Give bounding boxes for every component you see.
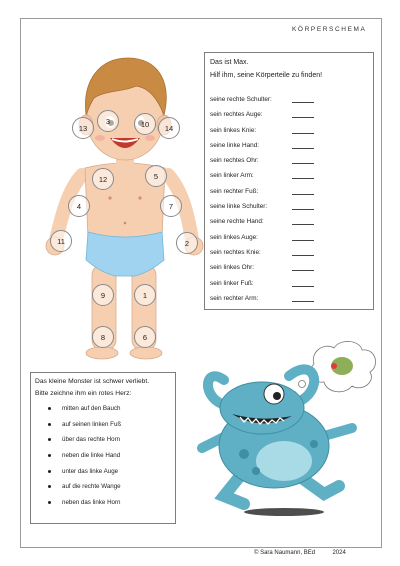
bullet-icon	[48, 501, 51, 504]
footer	[254, 550, 346, 556]
bullet-icon	[48, 470, 51, 473]
exercise-row	[210, 276, 370, 291]
exercise-list	[210, 92, 370, 306]
exercise-label: sein linkes Auge:	[210, 233, 258, 241]
exercise-label: sein rechter Arm:	[210, 294, 259, 302]
list-item	[36, 401, 121, 417]
bullet-icon	[48, 423, 51, 426]
exercise-row	[210, 230, 370, 245]
bullet-icon	[48, 407, 51, 410]
answer-line[interactable]	[292, 301, 314, 302]
exercise-row	[210, 260, 370, 275]
exercise-row	[210, 214, 370, 229]
exercise-row	[210, 168, 370, 183]
exercise-row	[210, 107, 370, 122]
answer-line[interactable]	[292, 255, 314, 256]
exercise-label: sein rechtes Auge:	[210, 111, 263, 119]
list-item-text: neben das linke Horn	[62, 499, 121, 507]
list-item	[36, 417, 121, 433]
body-label-9: 9	[92, 284, 114, 306]
list-item-text: unter das linke Auge	[62, 467, 119, 475]
list-item-text: auf die rechte Wange	[62, 483, 121, 491]
exercise-row	[210, 92, 370, 107]
heart-icon	[331, 363, 337, 369]
answer-line[interactable]	[292, 194, 314, 195]
exercise-label: sein rechter Fuß:	[210, 187, 259, 195]
body-label-10: 10	[134, 113, 156, 135]
page-header: KÖRPERSCHEMA	[292, 26, 367, 33]
exercise-label: sein linker Arm:	[210, 172, 254, 180]
bullet-icon	[48, 485, 51, 488]
monster-task-list	[36, 401, 121, 511]
list-item	[36, 495, 121, 511]
exercise-label: sein rechtes Knie:	[210, 248, 261, 256]
body-label-4: 4	[68, 195, 90, 217]
copyright-year: 2024	[332, 550, 346, 556]
exercise-row	[210, 291, 370, 306]
body-label-1: 1	[134, 284, 156, 306]
exercise-label: sein rechtes Ohr:	[210, 157, 259, 165]
list-item	[36, 464, 121, 480]
exercise-label: seine linke Hand:	[210, 141, 260, 149]
exercise-label: seine rechte Hand:	[210, 218, 264, 226]
monster-line-2: Bitte zeichne ihm ein rotes Herz:	[35, 390, 132, 397]
answer-line[interactable]	[292, 133, 314, 134]
bullet-icon	[48, 454, 51, 457]
exercise-row	[210, 138, 370, 153]
answer-line[interactable]	[292, 209, 314, 210]
list-item	[36, 479, 121, 495]
body-label-3: 3	[97, 110, 119, 132]
exercise-row	[210, 199, 370, 214]
answer-line[interactable]	[292, 117, 314, 118]
list-item	[36, 432, 121, 448]
body-label-8: 8	[92, 326, 114, 348]
exercise-label: sein linkes Knie:	[210, 126, 257, 134]
answer-line[interactable]	[292, 163, 314, 164]
list-item-text: mitten auf den Bauch	[62, 405, 121, 412]
exercise-row	[210, 153, 370, 168]
boy-illustration	[40, 40, 210, 370]
body-label-14: 14	[158, 117, 180, 139]
body-label-12: 12	[92, 168, 114, 190]
list-item-text: neben die linke Hand	[62, 452, 121, 460]
exercise-label: sein linker Fuß:	[210, 279, 254, 287]
answer-line[interactable]	[292, 224, 314, 225]
intro-line-2: Hilf ihm, seine Körperteile zu finden!	[210, 72, 323, 79]
exercise-row	[210, 123, 370, 138]
answer-line[interactable]	[292, 286, 314, 287]
list-item	[36, 448, 121, 464]
body-label-5: 5	[145, 165, 167, 187]
answer-line[interactable]	[292, 102, 314, 103]
body-label-2: 2	[176, 232, 198, 254]
body-label-11: 11	[50, 230, 72, 252]
exercise-label: seine rechte Schulter:	[210, 96, 272, 103]
exercise-intro	[210, 56, 322, 82]
monster-illustration	[184, 336, 384, 526]
answer-line[interactable]	[292, 148, 314, 149]
list-item-text: auf seinen linken Fuß	[62, 420, 122, 428]
copyright-text: © Sara Naumann, BEd	[254, 550, 316, 556]
exercise-row	[210, 245, 370, 260]
body-label-6: 6	[134, 326, 156, 348]
exercise-label: seine linke Schulter:	[210, 203, 268, 211]
list-item-text: über das rechte Horn	[62, 436, 121, 444]
bullet-icon	[48, 438, 51, 441]
body-label-13: 13	[72, 117, 94, 139]
answer-line[interactable]	[292, 178, 314, 179]
monster-task-intro	[35, 376, 149, 400]
monster-line-1: Das kleine Monster ist schwer verliebt.	[35, 378, 150, 385]
answer-line[interactable]	[292, 240, 314, 241]
body-label-7: 7	[160, 195, 182, 217]
answer-line[interactable]	[292, 270, 314, 271]
exercise-row	[210, 184, 370, 199]
exercise-label: sein linkes Ohr:	[210, 264, 255, 272]
intro-line-1: Das ist Max.	[210, 59, 249, 66]
